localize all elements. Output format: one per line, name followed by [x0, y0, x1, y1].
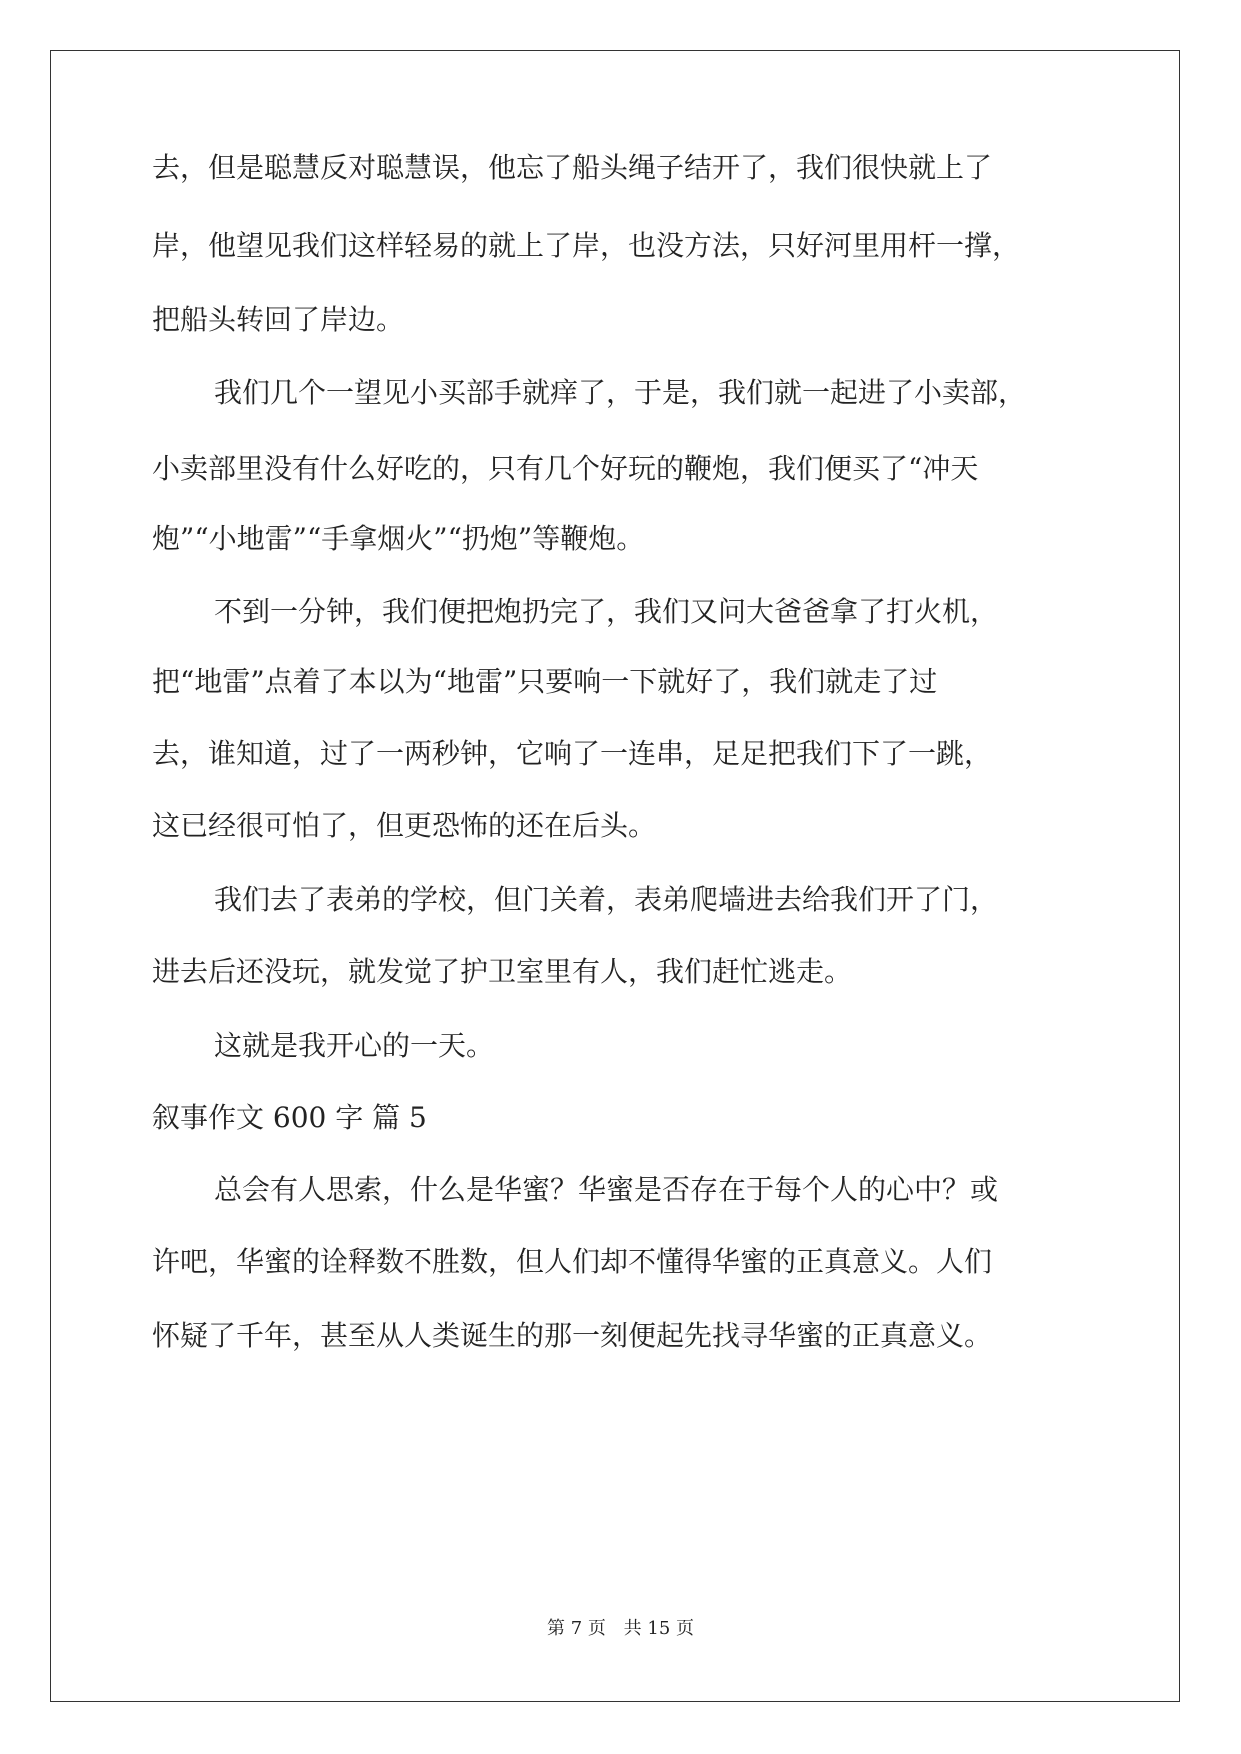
- page-total: 共 15 页: [623, 1618, 694, 1639]
- page-number: 第 7 页: [547, 1618, 606, 1639]
- section-heading: 叙事作文 600 字 篇 5: [152, 1101, 427, 1134]
- text-line: 许吧，华蜜的诠释数不胜数，但人们却不懂得华蜜的正真意义。人们: [152, 1245, 993, 1278]
- text-line: 总会有人思索，什么是华蜜？华蜜是否存在于每个人的心中？或: [214, 1173, 999, 1206]
- text-line: 进去后还没玩，就发觉了护卫室里有人，我们赶忙逃走。: [152, 955, 853, 988]
- text-line: 怀疑了千年，甚至从人类诞生的那一刻便起先找寻华蜜的正真意义。: [152, 1319, 993, 1352]
- text-line: 炮”“小地雷”“手拿烟火”“扔炮”等鞭炮。: [152, 522, 645, 555]
- text-line: 我们去了表弟的学校，但门关着，表弟爬墙进去给我们开了门，: [214, 883, 999, 916]
- text-line: 不到一分钟，我们便把炮扔完了，我们又问大爸爸拿了打火机，: [214, 595, 999, 628]
- text-line: 把船头转回了岸边。: [152, 303, 405, 336]
- page-footer: [0, 1614, 1241, 1640]
- text-line: 把“地雷”点着了本以为“地雷”只要响一下就好了，我们就走了过: [152, 665, 938, 698]
- text-line: 去，谁知道，过了一两秒钟，它响了一连串，足足把我们下了一跳，: [152, 737, 993, 770]
- page-border: [50, 50, 1180, 1702]
- text-line: 小卖部里没有什么好吃的，只有几个好玩的鞭炮，我们便买了“冲天: [152, 452, 979, 485]
- text-line: 岸，他望见我们这样轻易的就上了岸，也没方法，只好河里用杆一撑，: [152, 229, 1021, 262]
- text-line: 我们几个一望见小买部手就痒了，于是，我们就一起进了小卖部，: [214, 376, 1027, 409]
- text-line: 这已经很可怕了，但更恐怖的还在后头。: [152, 809, 657, 842]
- text-line: 去，但是聪慧反对聪慧误，他忘了船头绳子结开了，我们很快就上了: [152, 151, 993, 184]
- text-line: 这就是我开心的一天。: [214, 1029, 495, 1062]
